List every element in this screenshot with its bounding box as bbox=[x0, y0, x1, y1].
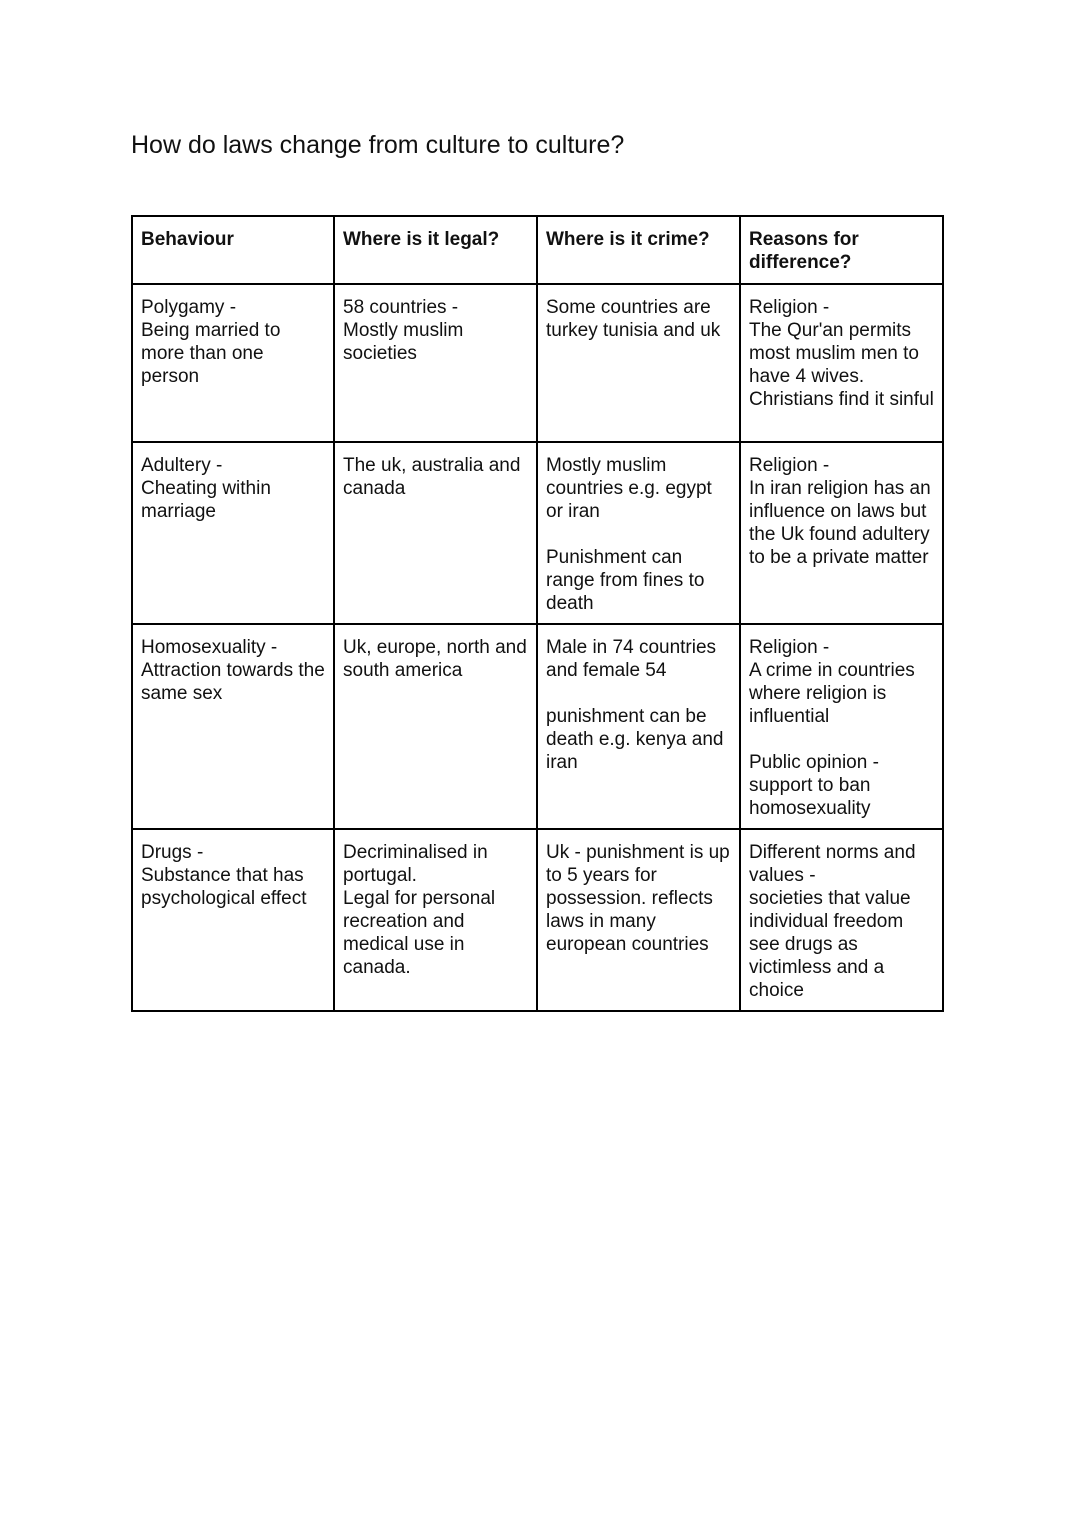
legal-cell bbox=[334, 442, 537, 624]
reasons-cell bbox=[740, 442, 943, 624]
behaviour-cell bbox=[132, 829, 334, 1011]
cell-text: Decriminalised in portugal. Legal for personal recreation and medical use in canada. bbox=[343, 842, 496, 978]
cell-text: 58 countries - Mostly muslim societies bbox=[343, 297, 464, 364]
header-where-legal: Where is it legal? bbox=[334, 216, 537, 284]
table-row bbox=[132, 829, 943, 1011]
crime-cell bbox=[537, 829, 740, 1011]
header-where-crime: Where is it crime? bbox=[537, 216, 740, 284]
header-reasons: Reasons for difference? bbox=[740, 216, 943, 284]
table-row bbox=[132, 442, 943, 624]
page-title: How do laws change from culture to culture? bbox=[131, 131, 625, 159]
behaviour-cell bbox=[132, 442, 334, 624]
reasons-cell bbox=[740, 829, 943, 1011]
reasons-cell bbox=[740, 284, 943, 442]
cell-text: Public opinion - support to ban homosexuality bbox=[749, 752, 879, 819]
cell-text: punishment can be death e.g. kenya and iran bbox=[546, 706, 724, 773]
cell-text: Religion - In iran religion has an influence on laws but the Uk found adultery to be a private matter bbox=[749, 455, 931, 568]
crime-cell bbox=[537, 284, 740, 442]
cell-text: Different norms and values - societies that value individual freedom see drugs as victimless and a choice bbox=[749, 842, 916, 1001]
cell-text: Religion - A crime in countries where religion is influential bbox=[749, 637, 915, 727]
crime-cell bbox=[537, 624, 740, 829]
cell-text: Mostly muslim countries e.g. egypt or iran bbox=[546, 455, 712, 522]
cell-text: The uk, australia and canada bbox=[343, 455, 521, 499]
cell-text: Punishment can range from fines to death bbox=[546, 547, 705, 614]
crime-cell bbox=[537, 442, 740, 624]
behaviour-cell bbox=[132, 624, 334, 829]
legal-cell bbox=[334, 284, 537, 442]
cell-text: Homosexuality - Attraction towards the same sex bbox=[141, 637, 325, 704]
cell-text: Some countries are turkey tunisia and uk bbox=[546, 297, 721, 341]
cell-text: Uk, europe, north and south america bbox=[343, 637, 527, 681]
reasons-cell bbox=[740, 624, 943, 829]
cell-text: Uk - punishment is up to 5 years for possession. reflects laws in many european countries bbox=[546, 842, 730, 955]
cell-text: Drugs - Substance that has psychological effect bbox=[141, 842, 307, 909]
header-behaviour: Behaviour bbox=[132, 216, 334, 284]
table-row bbox=[132, 284, 943, 442]
table-row bbox=[132, 624, 943, 829]
behaviour-cell bbox=[132, 284, 334, 442]
laws-table bbox=[131, 215, 944, 1012]
cell-text: Male in 74 countries and female 54 bbox=[546, 637, 717, 681]
cell-text: Polygamy - Being married to more than one person bbox=[141, 297, 281, 387]
cell-text: Adultery - Cheating within marriage bbox=[141, 455, 271, 522]
cell-text: Religion - The Qur'an permits most muslim men to have 4 wives. Christians find it sinful bbox=[749, 297, 934, 410]
legal-cell bbox=[334, 624, 537, 829]
legal-cell bbox=[334, 829, 537, 1011]
table-header-row bbox=[132, 216, 943, 284]
